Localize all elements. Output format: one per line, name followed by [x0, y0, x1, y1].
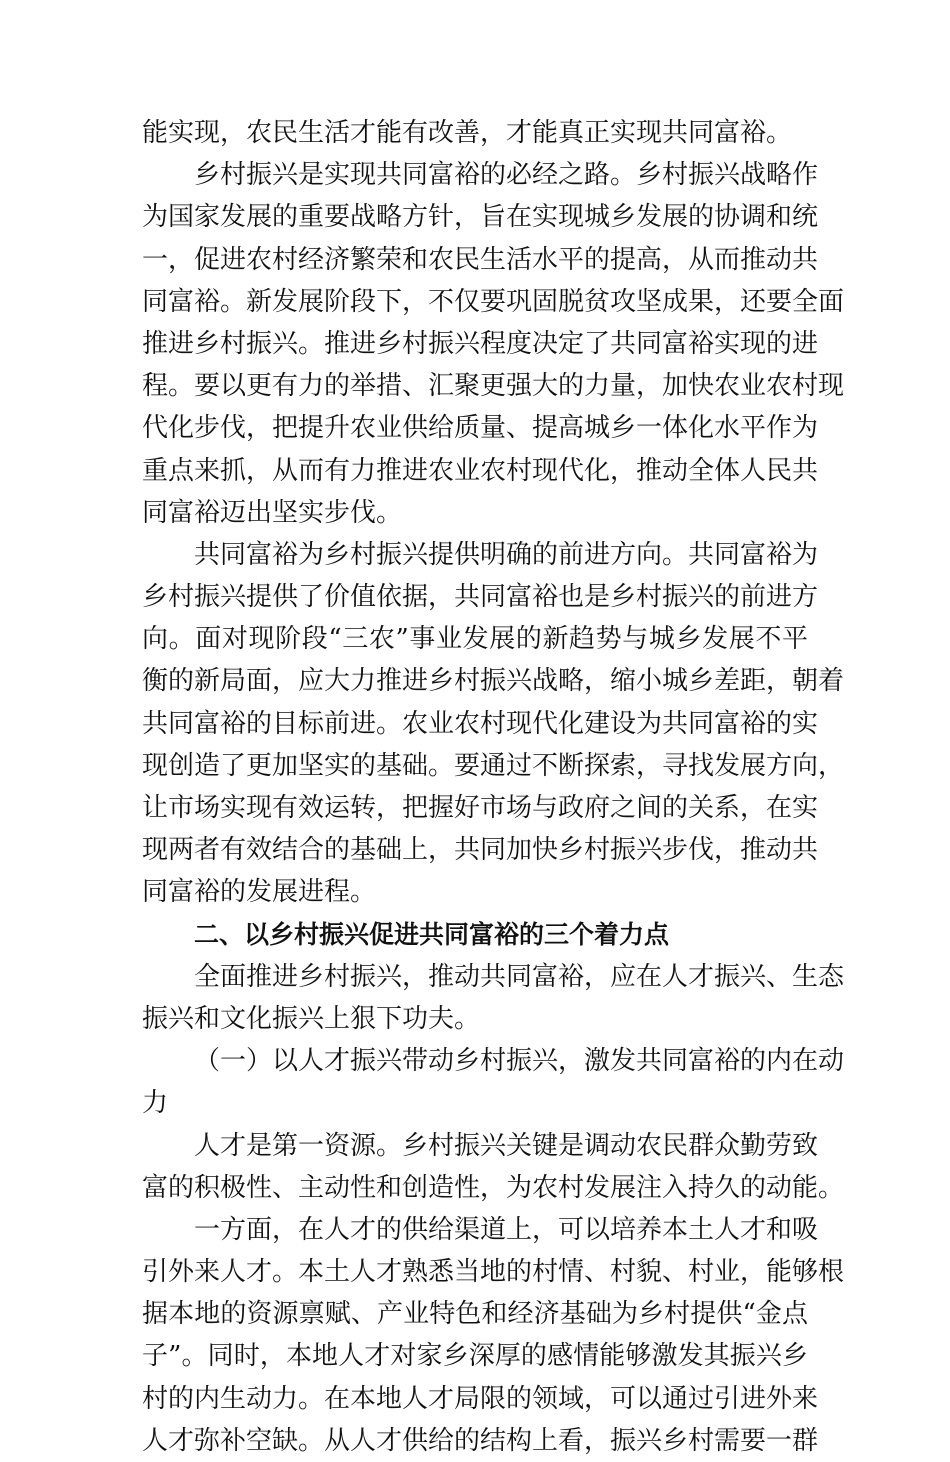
text-line: 重点来抓，从而有力推进农业农村现代化，推动全体人民共 [142, 455, 819, 486]
text-line: 据本地的资源禀赋、产业特色和经济基础为乡村提供“金点 [142, 1299, 808, 1330]
text-line: 衡的新局面，应大力推进乡村振兴战略，缩小城乡差距，朝着 [142, 666, 845, 697]
document-page [142, 112, 845, 1462]
text-line: 振兴和文化振兴上狠下功夫。 [142, 1003, 481, 1034]
text-line: 全面推进乡村振兴，推动共同富裕，应在人才振兴、生态 [194, 961, 845, 992]
text-line: 人才弥补空缺。从人才供给的结构上看，振兴乡村需要一群 [142, 1425, 819, 1456]
text-line: 人才是第一资源。乡村振兴关键是调动农民群众勤劳致 [194, 1130, 819, 1161]
text-line: 乡村振兴是实现共同富裕的必经之路。乡村振兴战略作 [194, 160, 819, 191]
text-line: 同富裕的发展进程。 [142, 877, 377, 908]
text-line: 让市场实现有效运转，把握好市场与政府之间的关系，在实 [142, 793, 819, 823]
section-heading: 二、以乡村振兴促进共同富裕的三个着力点 [194, 919, 670, 949]
text-line: 能实现，农民生活才能有改善，才能真正实现共同富裕。 [142, 118, 793, 148]
text-line: 子”。同时，本地人才对家乡深厚的感情能够激发其振兴乡 [142, 1341, 808, 1372]
text-line: 同富裕迈出坚实步伐。 [142, 497, 403, 528]
text-line: 一，促进农村经济繁荣和农民生活水平的提高，从而推动共 [142, 244, 819, 275]
text-line: 共同富裕为乡村振兴提供明确的前进方向。共同富裕为 [194, 539, 819, 570]
text-line: 同富裕。新发展阶段下，不仅要巩固脱贫攻坚成果，还要全面 [142, 286, 845, 317]
text-line: 引外来人才。本土人才熟悉当地的村情、村貌、村业，能够根 [142, 1257, 845, 1288]
text-line: 共同富裕的目标前进。农业农村现代化建设为共同富裕的实 [142, 708, 819, 739]
text-line: 一方面，在人才的供给渠道上，可以培养本土人才和吸 [194, 1214, 819, 1245]
subsection-heading: 力 [142, 1088, 169, 1119]
text-line: 现创造了更加坚实的基础。要通过不断探索，寻找发展方向， [142, 750, 845, 781]
text-line: 村的内生动力。在本地人才局限的领域，可以通过引进外来 [142, 1383, 819, 1414]
text-line: 为国家发展的重要战略方针，旨在实现城乡发展的协调和统 [142, 202, 819, 233]
text-line: 富的积极性、主动性和创造性，为农村发展注入持久的动能。 [142, 1172, 845, 1203]
text-line: 乡村振兴提供了价值依据，共同富裕也是乡村振兴的前进方 [142, 582, 819, 613]
text-line: 推进乡村振兴。推进乡村振兴程度决定了共同富裕实现的进 [142, 328, 819, 359]
subsection-heading: （一）以人才振兴带动乡村振兴，激发共同富裕的内在动 [194, 1046, 845, 1077]
text-line: 向。面对现阶段“三农”事业发展的新趋势与城乡发展不平 [142, 624, 808, 655]
text-line: 现两者有效结合的基础上，共同加快乡村振兴步伐，推动共 [142, 835, 819, 866]
text-line: 程。要以更有力的举措、汇聚更强大的力量，加快农业农村现 [142, 371, 845, 402]
text-line: 代化步伐，把提升农业供给质量、提高城乡一体化水平作为 [142, 413, 819, 444]
